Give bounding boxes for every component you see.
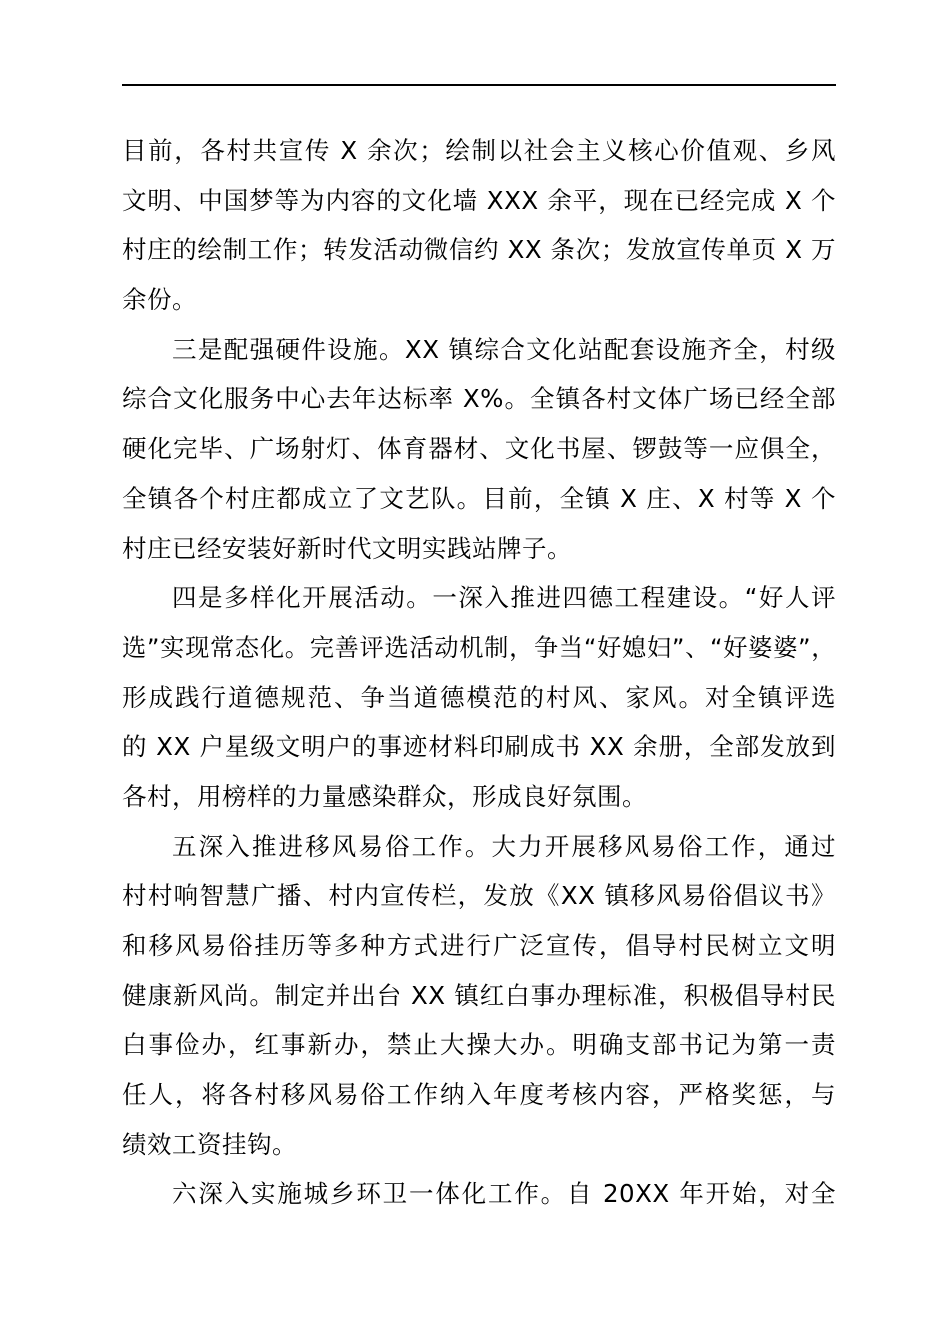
header-rule [122,84,836,86]
text-line: 硬化完毕、广场射灯、体育器材、文化书屋、锣鼓等一应俱全， [122,434,836,464]
text-line: 余份。 [122,285,197,315]
paragraph-start-line: 六深入实施城乡环卫一体化工作。自 20XX 年开始，对全 [172,1179,836,1209]
paragraph-start-line: 五深入推进移风易俗工作。大力开展移风易俗工作，通过 [172,831,836,861]
text-line: 村庄的绘制工作；转发活动微信约 XX 条次；发放宣传单页 X 万 [122,235,836,265]
paragraph-start-line: 三是配强硬件设施。XX 镇综合文化站配套设施齐全，村级 [172,334,836,364]
text-line: 形成践行道德规范、争当道德模范的村风、家风。对全镇评选 [122,682,836,712]
text-line: 各村，用榜样的力量感染群众，形成良好氛围。 [122,781,647,811]
text-line: 任人，将各村移风易俗工作纳入年度考核内容，严格奖惩，与 [122,1080,836,1110]
text-line: 全镇各个村庄都成立了文艺队。目前，全镇 X 庄、X 村等 X 个 [122,483,836,513]
text-line: 绩效工资挂钩。 [122,1129,297,1159]
text-line: 白事俭办，红事新办，禁止大操大办。明确支部书记为第一责 [122,1030,836,1060]
text-line: 选”实现常态化。完善评选活动机制，争当“好媳妇”、“好婆婆”， [122,632,836,662]
text-line: 村村响智慧广播、村内宣传栏，发放《XX 镇移风易俗倡议书》 [122,881,836,911]
paragraph-start-line: 四是多样化开展活动。一深入推进四德工程建设。“好人评 [172,583,836,613]
text-line: 村庄已经安装好新时代文明实践站牌子。 [122,533,572,563]
body-text [122,126,836,1219]
text-line: 文明、中国梦等为内容的文化墙 XXX 余平，现在已经完成 X 个 [122,185,836,215]
text-line: 健康新风尚。制定并出台 XX 镇红白事办理标准，积极倡导村民 [122,980,836,1010]
text-line: 的 XX 户星级文明户的事迹材料印刷成书 XX 余册，全部发放到 [122,732,836,762]
text-line: 和移风易俗挂历等多种方式进行广泛宣传，倡导村民树立文明 [122,931,836,960]
text-line: 综合文化服务中心去年达标率 X%。全镇各村文体广场已经全部 [122,384,836,414]
text-line: 目前，各村共宣传 X 余次；绘制以社会主义核心价值观、乡风 [122,136,836,165]
